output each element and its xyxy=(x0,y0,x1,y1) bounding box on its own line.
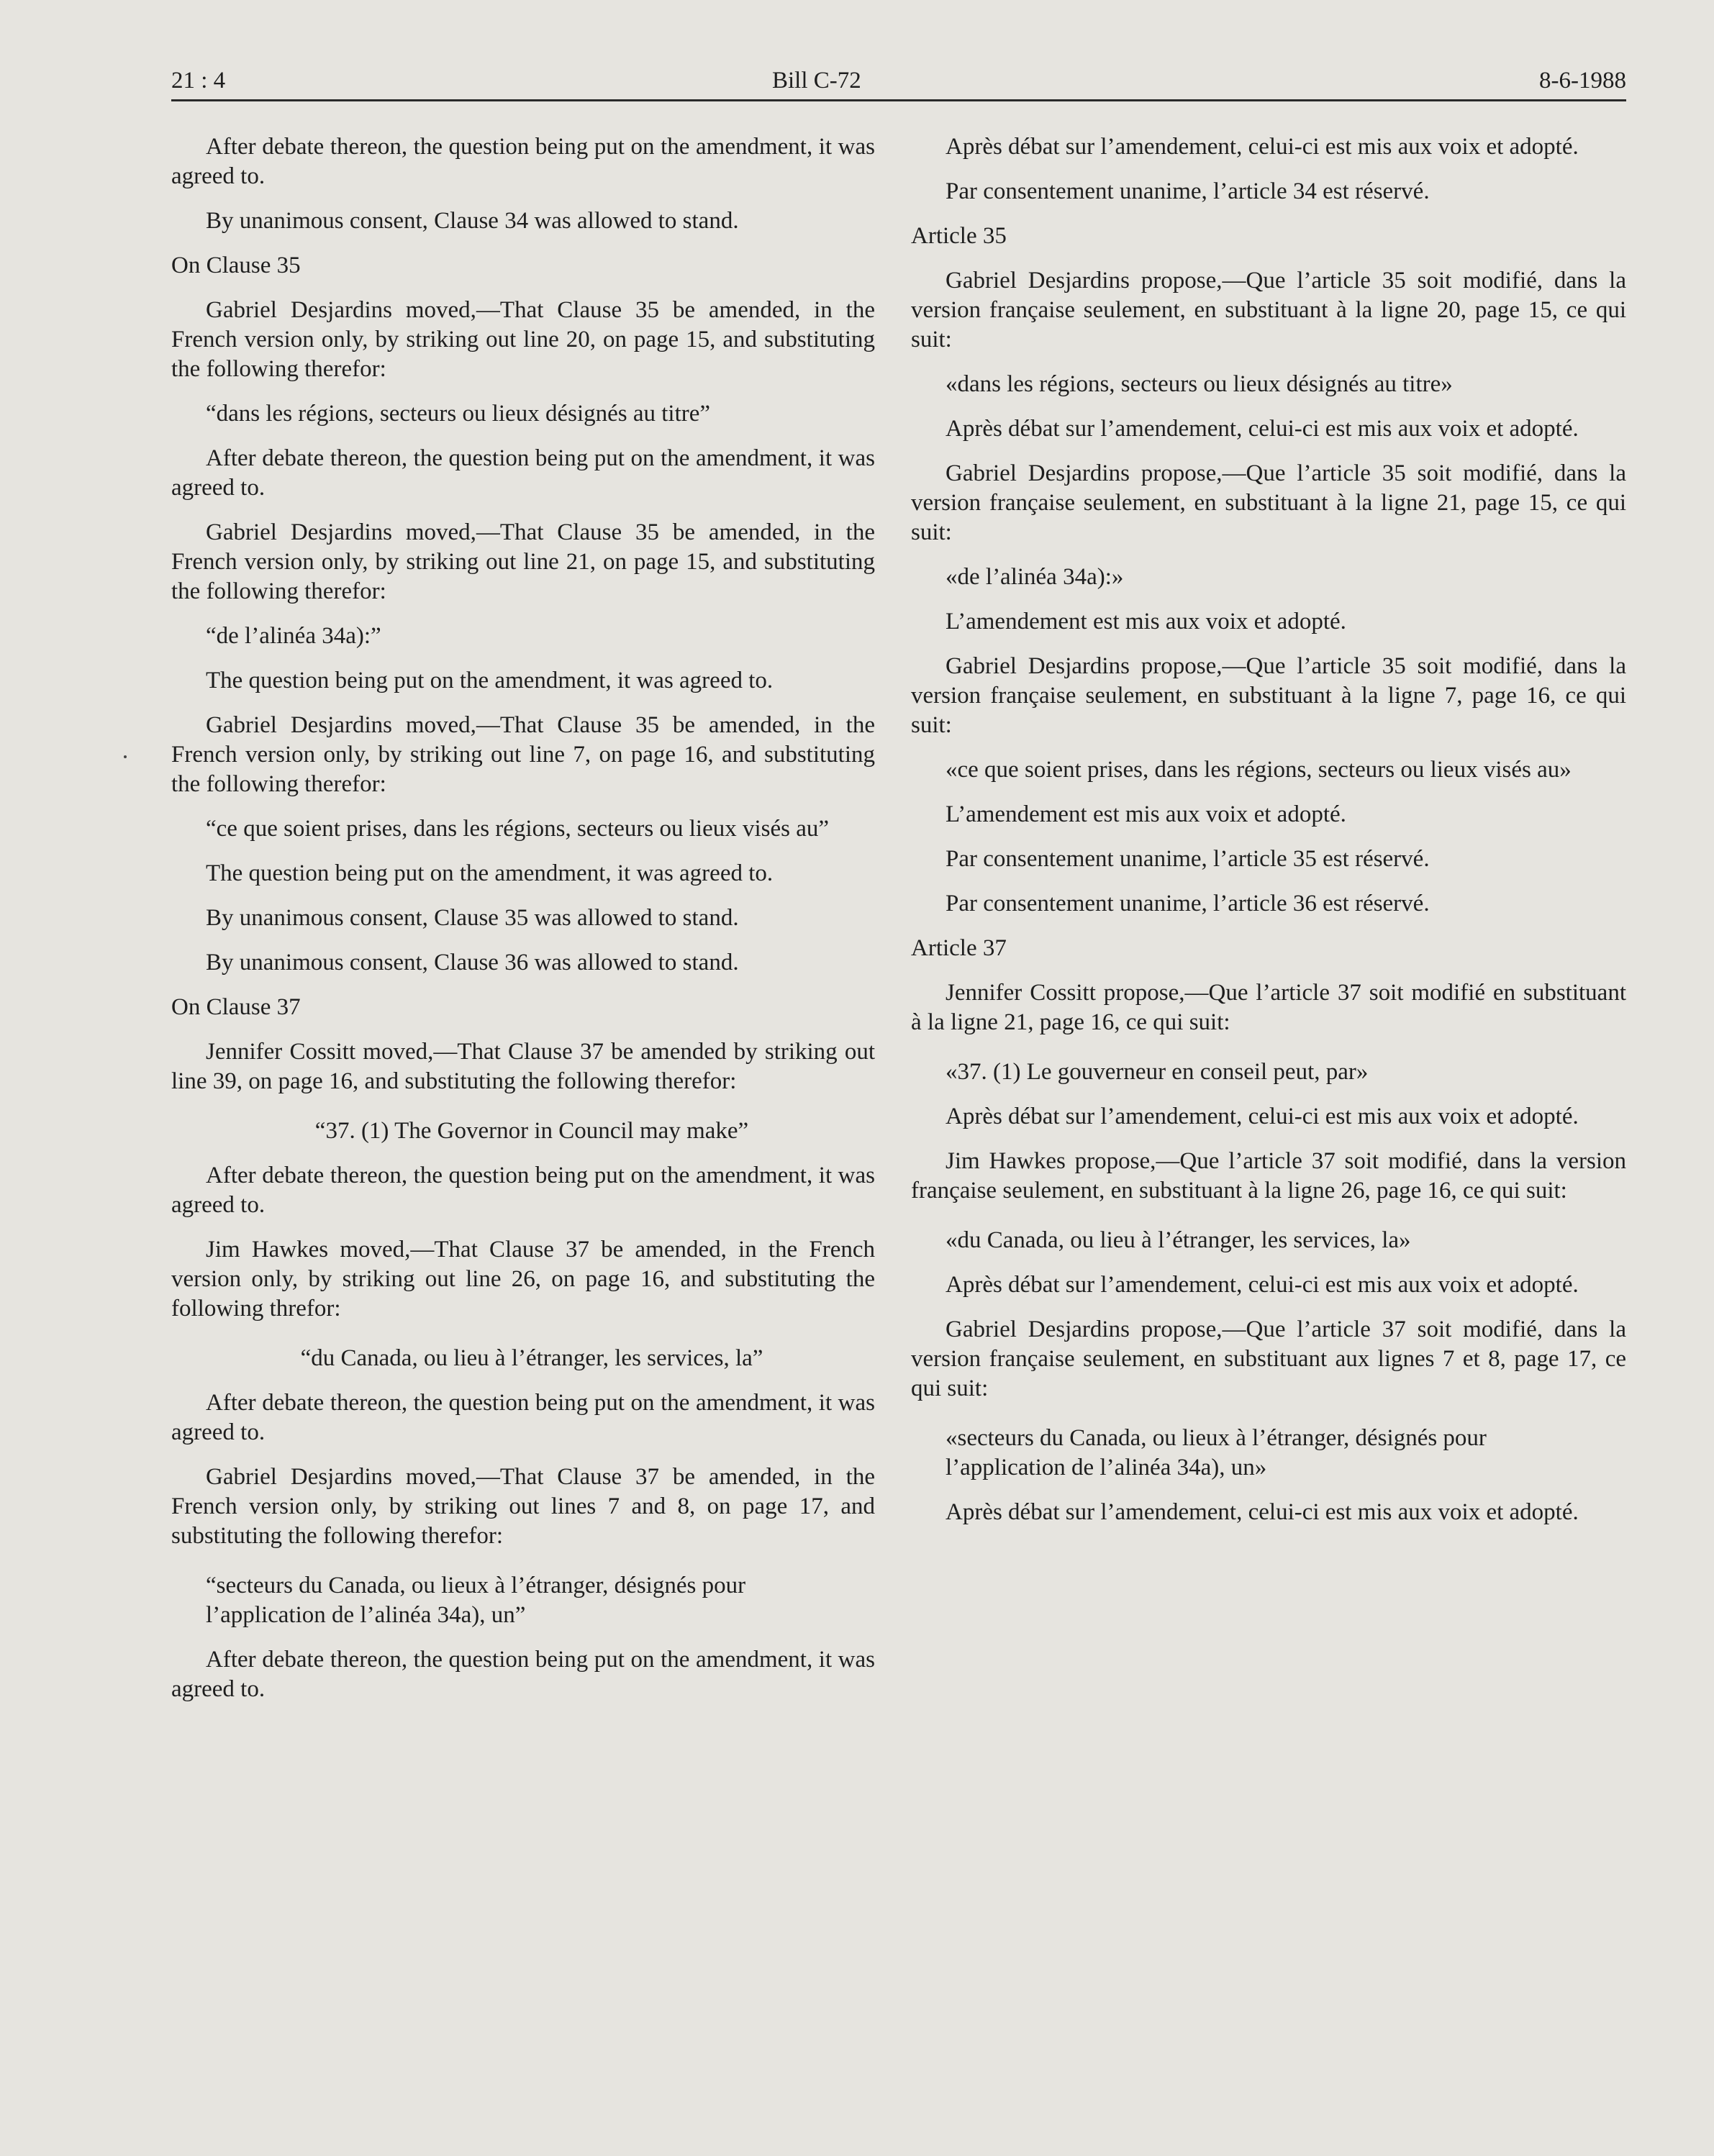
english-column xyxy=(171,132,875,1719)
french-paragraph: Par consentement unanime, l’article 34 est réservé. xyxy=(946,178,1430,204)
quoted-text: «37. (1) Le gouverneur en conseil peut, par» xyxy=(946,1059,1369,1085)
stray-mark xyxy=(124,755,127,758)
page-header xyxy=(171,59,1626,101)
section-heading: On Clause 35 xyxy=(171,253,301,278)
english-paragraph: By unanimous consent, Clause 35 was allowed to stand. xyxy=(206,905,739,931)
section-heading: On Clause 37 xyxy=(171,994,301,1020)
english-paragraph: After debate thereon, the question being put on the amendment, it was agreed to. xyxy=(171,1647,875,1702)
french-paragraph: Gabriel Desjardins propose,—Que l’article 37 soit modifié, dans la version française seulement, en substituant aux lignes 7 et 8, page 17, ce qui suit: xyxy=(911,1316,1626,1401)
quoted-text: “dans les régions, secteurs ou lieux désignés au titre” xyxy=(206,401,711,427)
french-paragraph: Après débat sur l’amendement, celui-ci est mis aux voix et adopté. xyxy=(946,1272,1579,1298)
french-paragraph: Gabriel Desjardins propose,—Que l’article 35 soit modifié, dans la version française seulement, en substituant à la ligne 7, page 16, ce qui suit: xyxy=(911,653,1626,738)
english-paragraph: Jim Hawkes moved,—That Clause 37 be amended, in the French version only, by striking out line 26, on page 16, and substituting the following threfor: xyxy=(171,1237,875,1322)
bill-title: Bill C-72 xyxy=(772,68,861,94)
english-paragraph: The question being put on the amendment, it was agreed to. xyxy=(206,860,774,886)
french-paragraph: Après débat sur l’amendement, celui-ci est mis aux voix et adopté. xyxy=(946,134,1579,160)
section-heading: Article 35 xyxy=(911,223,1007,249)
english-paragraph: After debate thereon, the question being put on the amendment, it was agreed to. xyxy=(171,1390,875,1445)
english-paragraph: The question being put on the amendment, it was agreed to. xyxy=(206,668,774,693)
quoted-text: “37. (1) The Governor in Council may make” xyxy=(314,1118,749,1144)
quoted-text: «ce que soient prises, dans les régions, secteurs ou lieux visés au» xyxy=(946,757,1572,783)
quoted-text: “du Canada, ou lieu à l’étranger, les services, la” xyxy=(300,1345,763,1371)
page-date: 8-6-1988 xyxy=(1539,68,1626,94)
french-paragraph: L’amendement est mis aux voix et adopté. xyxy=(946,609,1346,634)
english-paragraph: After debate thereon, the question being put on the amendment, it was agreed to. xyxy=(171,445,875,501)
page-number: 21 : 4 xyxy=(171,68,226,94)
quoted-text: “secteurs du Canada, ou lieux à l’étranger, désignés pour l’application de l’alinéa 34a), un” xyxy=(206,1573,746,1628)
english-paragraph: By unanimous consent, Clause 36 was allowed to stand. xyxy=(206,950,739,975)
english-paragraph: By unanimous consent, Clause 34 was allowed to stand. xyxy=(206,208,739,234)
french-paragraph: L’amendement est mis aux voix et adopté. xyxy=(946,801,1346,827)
english-paragraph: After debate thereon, the question being put on the amendment, it was agreed to. xyxy=(171,1163,875,1218)
quoted-text: «du Canada, ou lieu à l’étranger, les services, la» xyxy=(946,1227,1411,1253)
french-paragraph: Après débat sur l’amendement, celui-ci est mis aux voix et adopté. xyxy=(946,416,1579,442)
english-paragraph: Gabriel Desjardins moved,—That Clause 37 be amended, in the French version only, by striking out lines 7 and 8, on page 17, and substituting the following therefor: xyxy=(171,1464,875,1549)
french-paragraph: Jim Hawkes propose,—Que l’article 37 soit modifié, dans la version française seulement, en substituant à la ligne 26, page 16, ce qui suit: xyxy=(911,1148,1626,1204)
english-paragraph: Gabriel Desjardins moved,—That Clause 35 be amended, in the French version only, by striking out line 21, on page 15, and substituting the following therefor: xyxy=(171,519,875,604)
french-column xyxy=(911,132,1626,1542)
french-paragraph: Après débat sur l’amendement, celui-ci est mis aux voix et adopté. xyxy=(946,1499,1579,1525)
english-paragraph: Gabriel Desjardins moved,—That Clause 35 be amended, in the French version only, by striking out line 20, on page 15, and substituting the following therefor: xyxy=(171,297,875,382)
quoted-text: «dans les régions, secteurs ou lieux désignés au titre» xyxy=(946,371,1453,397)
english-paragraph: After debate thereon, the question being put on the amendment, it was agreed to. xyxy=(171,134,875,189)
french-paragraph: Gabriel Desjardins propose,—Que l’article 35 soit modifié, dans la version française seulement, en substituant à la ligne 21, page 15, ce qui suit: xyxy=(911,460,1626,545)
english-paragraph: Gabriel Desjardins moved,—That Clause 35 be amended, in the French version only, by striking out line 7, on page 16, and substituting the following therefor: xyxy=(171,712,875,797)
section-heading: Article 37 xyxy=(911,935,1007,961)
french-paragraph: Par consentement unanime, l’article 35 est réservé. xyxy=(946,846,1430,872)
quoted-text: “de l’alinéa 34a):” xyxy=(206,623,381,649)
french-paragraph: Après débat sur l’amendement, celui-ci est mis aux voix et adopté. xyxy=(946,1104,1579,1129)
quoted-text: “ce que soient prises, dans les régions, secteurs ou lieux visés au” xyxy=(206,816,830,842)
quoted-text: «de l’alinéa 34a):» xyxy=(946,564,1124,590)
french-paragraph: Par consentement unanime, l’article 36 est réservé. xyxy=(946,891,1430,916)
french-paragraph: Jennifer Cossitt propose,—Que l’article 37 soit modifié en substituant à la ligne 21, page 16, ce qui suit: xyxy=(911,980,1626,1035)
french-paragraph: Gabriel Desjardins propose,—Que l’article 35 soit modifié, dans la version française seulement, en substituant à la ligne 20, page 15, ce qui suit: xyxy=(911,268,1626,352)
quoted-text: «secteurs du Canada, ou lieux à l’étranger, désignés pour l’application de l’alinéa 34a), un» xyxy=(946,1425,1487,1480)
english-paragraph: Jennifer Cossitt moved,—That Clause 37 be amended by striking out line 39, on page 16, and substituting the following therefor: xyxy=(171,1039,875,1094)
